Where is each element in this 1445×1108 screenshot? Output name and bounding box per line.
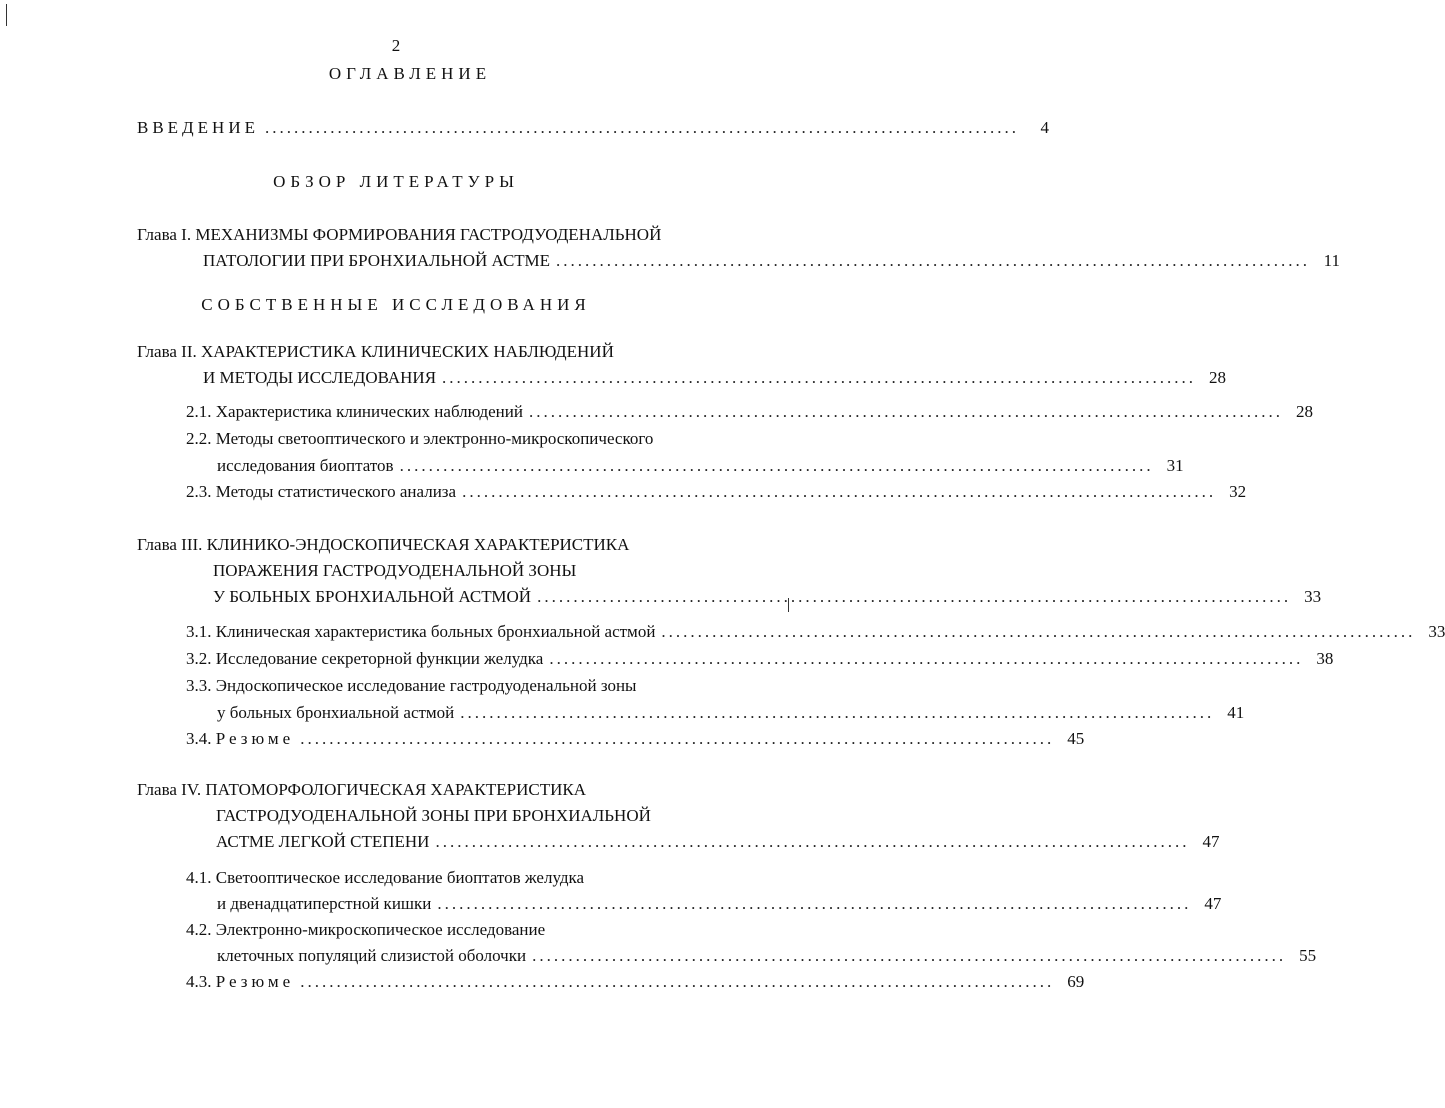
toc-item-text: Методы светооптического и электронно-микроскопического bbox=[215, 429, 654, 448]
chapter-4-title-line1: Глава IV. ПАТОМОРФОЛОГИЧЕСКАЯ ХАРАКТЕРИСТИКА bbox=[137, 780, 586, 799]
toc-item-text: Электронно-микроскопическое исследование bbox=[215, 920, 546, 939]
toc-item-number: 3.1. bbox=[186, 622, 212, 641]
leader-dots: ........................................................................................................ bbox=[532, 946, 1287, 965]
toc-entry-4-3 bbox=[186, 972, 1085, 992]
toc-entry-4-2 bbox=[217, 946, 1317, 966]
toc-entry-4-1-line1 bbox=[186, 868, 584, 888]
toc-entry-2-2 bbox=[217, 456, 1184, 476]
toc-entry-page: 28 bbox=[1209, 368, 1227, 387]
leader-dots: ........................................................................................................ bbox=[460, 703, 1215, 722]
toc-entry-3-3-line1 bbox=[186, 676, 636, 696]
toc-entry-page: 69 bbox=[1067, 972, 1085, 991]
leader-dots: ........................................................................................................ bbox=[437, 894, 1192, 913]
toc-item-text: Клиническая характеристика больных бронхиальной астмой bbox=[215, 622, 656, 641]
leader-dots: ........................................................................................................ bbox=[537, 587, 1292, 606]
leader-dots: ........................................................................................................ bbox=[462, 482, 1217, 501]
leader-dots: ........................................................................................................ bbox=[300, 729, 1055, 748]
toc-entry-page: 47 bbox=[1204, 894, 1222, 913]
toc-entry-page: 28 bbox=[1295, 402, 1313, 421]
toc-entry-2-1 bbox=[186, 402, 1313, 422]
toc-item-text: Светооптическое исследование биоптатов желудка bbox=[215, 868, 585, 887]
leader-dots: ........................................................................................................ bbox=[442, 368, 1197, 387]
scan-mark bbox=[6, 4, 7, 26]
toc-item-text: Характеристика клинических наблюдений bbox=[215, 402, 523, 421]
toc-entry-page: 38 bbox=[1316, 649, 1334, 668]
toc-item-number: 2.1. bbox=[186, 402, 212, 421]
leader-dots: ........................................................................................................ bbox=[661, 622, 1416, 641]
toc-item-text: Методы статистического анализа bbox=[215, 482, 457, 501]
toc-item-text: Резюме bbox=[215, 729, 295, 748]
chapter-4-title-line2: ГАСТРОДУОДЕНАЛЬНОЙ ЗОНЫ ПРИ БРОНХИАЛЬНОЙ bbox=[216, 806, 651, 825]
toc-item-number: 3.4. bbox=[186, 729, 212, 748]
toc-item-text-continued: и двенадцатиперстной кишки bbox=[217, 894, 432, 913]
toc-entry-page: 55 bbox=[1299, 946, 1317, 965]
toc-entry-page: 33 bbox=[1304, 587, 1322, 606]
toc-entry-page: 47 bbox=[1202, 832, 1220, 851]
chapter-1-title-line2: ПАТОЛОГИИ ПРИ БРОНХИАЛЬНОЙ АСТМЕ bbox=[203, 251, 550, 270]
page-number: 2 bbox=[391, 36, 401, 55]
chapter-1-title-line1: Глава I. МЕХАНИЗМЫ ФОРМИРОВАНИЯ ГАСТРОДУОДЕНАЛЬНОЙ bbox=[137, 225, 662, 244]
toc-item-text: Резюме bbox=[215, 972, 295, 991]
toc-item-number: 2.2. bbox=[186, 429, 212, 448]
chapter-3-title-line3: У БОЛЬНЫХ БРОНХИАЛЬНОЙ АСТМОЙ bbox=[213, 587, 532, 606]
leader-dots: ........................................................................................................ bbox=[399, 456, 1154, 475]
toc-entry-3-3 bbox=[217, 703, 1245, 723]
chapter-3-title-line1: Глава III. КЛИНИКО-ЭНДОСКОПИЧЕСКАЯ ХАРАКТЕРИСТИКА bbox=[137, 535, 630, 554]
toc-entry-2-2-line1 bbox=[186, 429, 653, 449]
chapter-3-title-line2: ПОРАЖЕНИЯ ГАСТРОДУОДЕНАЛЬНОЙ ЗОНЫ bbox=[213, 561, 577, 580]
toc-item-text-continued: у больных бронхиальной астмой bbox=[217, 703, 455, 722]
toc-item-number: 4.1. bbox=[186, 868, 212, 887]
leader-dots: ........................................................................................................ bbox=[264, 118, 1019, 137]
toc-entry-4-1 bbox=[217, 894, 1222, 914]
toc-item-text-continued: клеточных популяций слизистой оболочки bbox=[217, 946, 527, 965]
toc-entry-chapter-3 bbox=[213, 587, 1322, 607]
toc-item-number: 4.2. bbox=[186, 920, 212, 939]
leader-dots: ........................................................................................................ bbox=[555, 251, 1310, 270]
toc-entry-chapter-2 bbox=[203, 368, 1227, 388]
toc-item-text: Эндоскопическое исследование гастродуоденальной зоны bbox=[215, 676, 637, 695]
toc-entry-page: 11 bbox=[1323, 251, 1340, 270]
toc-entry-page: 4 bbox=[1040, 118, 1049, 137]
chapter-4-title-line3: АСТМЕ ЛЕГКОЙ СТЕПЕНИ bbox=[216, 832, 430, 851]
section-heading-review: ОБЗОР ЛИТЕРАТУРЫ bbox=[273, 172, 519, 191]
toc-entry-4-2-line1 bbox=[186, 920, 545, 940]
toc-entry-3-1 bbox=[186, 622, 1445, 642]
toc-title: ОГЛАВЛЕНИЕ bbox=[328, 64, 492, 83]
toc-item-number: 2.3. bbox=[186, 482, 212, 501]
leader-dots: ........................................................................................................ bbox=[435, 832, 1190, 851]
toc-entry-page: 41 bbox=[1227, 703, 1245, 722]
leader-dots: ........................................................................................................ bbox=[300, 972, 1055, 991]
toc-entry-3-4 bbox=[186, 729, 1085, 749]
chapter-2-title-line2: И МЕТОДЫ ИССЛЕДОВАНИЯ bbox=[203, 368, 437, 387]
toc-entry-page: 31 bbox=[1166, 456, 1184, 475]
toc-entry-2-3 bbox=[186, 482, 1247, 502]
toc-item-text: Исследование секреторной функции желудка bbox=[215, 649, 544, 668]
leader-dots: ........................................................................................................ bbox=[528, 402, 1283, 421]
toc-item-number: 3.2. bbox=[186, 649, 212, 668]
leader-dots: ........................................................................................................ bbox=[549, 649, 1304, 668]
section-heading-own: СОБСТВЕННЫЕ ИССЛЕДОВАНИЯ bbox=[201, 295, 591, 314]
toc-item-number: 4.3. bbox=[186, 972, 212, 991]
chapter-2-title-line1: Глава II. ХАРАКТЕРИСТИКА КЛИНИЧЕСКИХ НАБЛЮДЕНИЙ bbox=[137, 342, 614, 361]
toc-entry-page: 33 bbox=[1428, 622, 1445, 641]
toc-entry-intro bbox=[137, 118, 1049, 138]
toc-entry-page: 45 bbox=[1067, 729, 1085, 748]
toc-entry-chapter-1 bbox=[203, 251, 1340, 271]
toc-entry-chapter-4 bbox=[216, 832, 1220, 852]
toc-item-text-continued: исследования биоптатов bbox=[217, 456, 394, 475]
toc-entry-page: 32 bbox=[1229, 482, 1247, 501]
toc-entry-label: ВВЕДЕНИЕ bbox=[137, 118, 259, 137]
toc-item-number: 3.3. bbox=[186, 676, 212, 695]
toc-entry-3-2 bbox=[186, 649, 1334, 669]
